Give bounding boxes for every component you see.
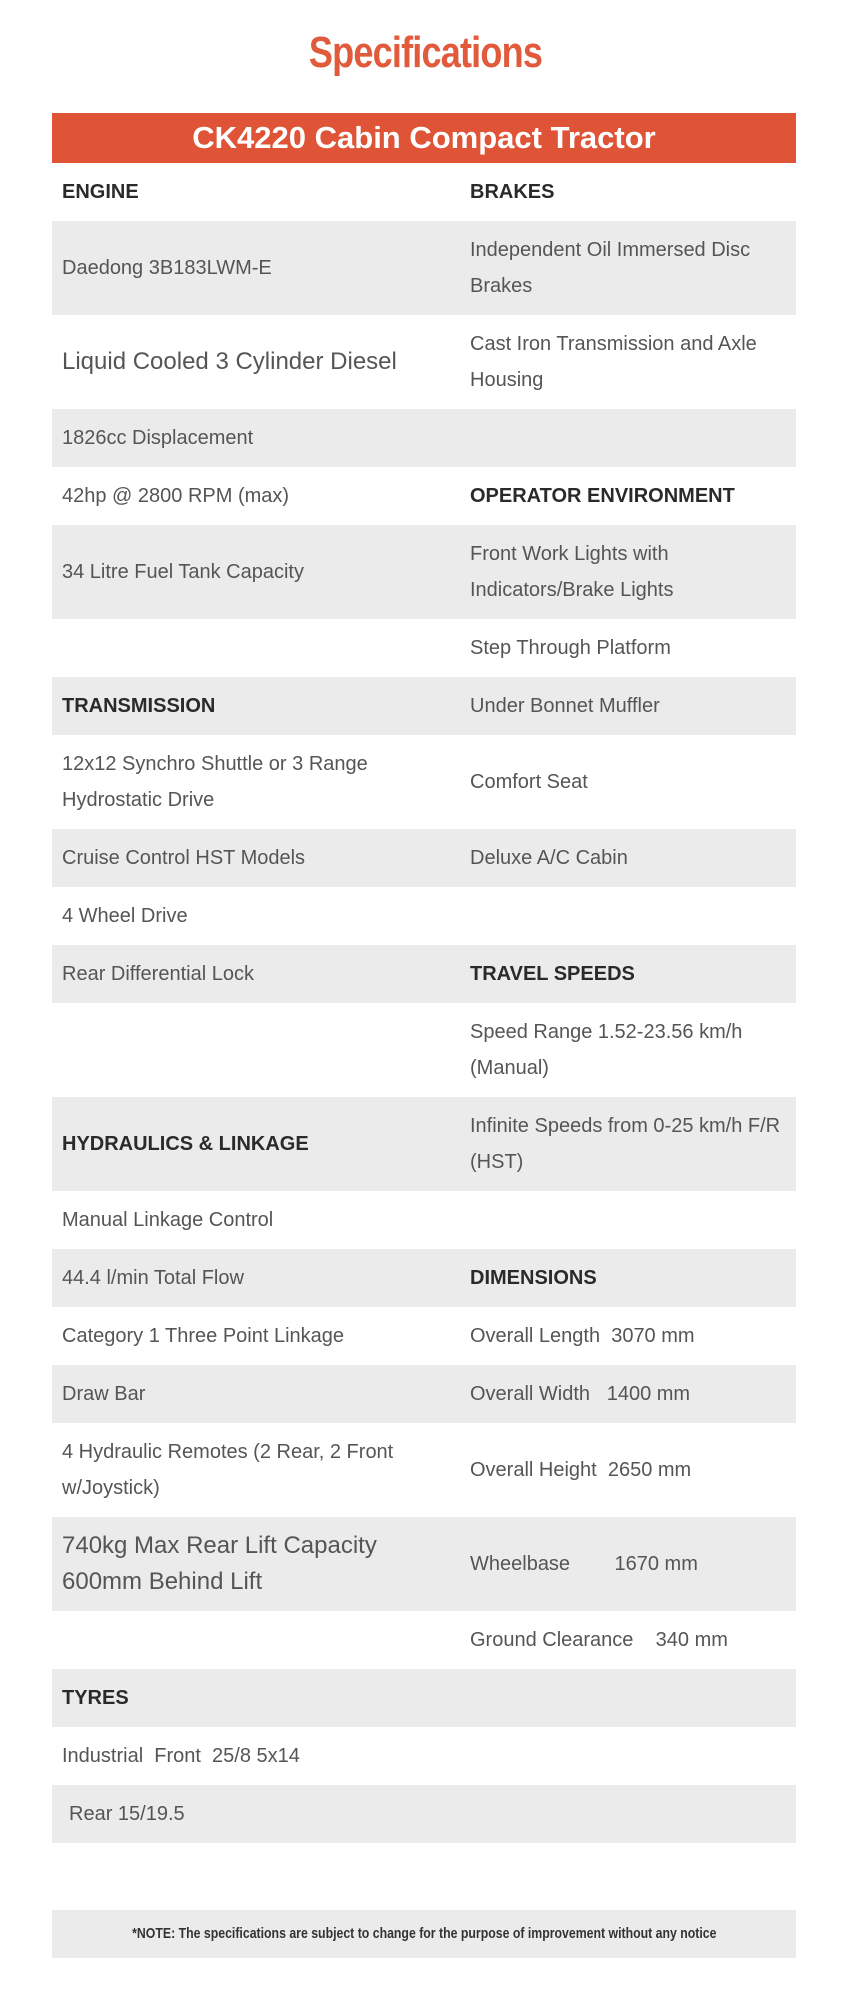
table-row [52, 221, 796, 315]
spec-cell: Manual Linkage Control [62, 1209, 274, 1231]
table-row [52, 1423, 796, 1517]
spec-cell: Comfort Seat [470, 771, 588, 793]
table-row [52, 163, 796, 221]
section-heading-tyres: TYRES [52, 1669, 460, 1727]
spec-cell [460, 1727, 796, 1785]
spec-cell: Ground Clearance 340 mm [470, 1629, 728, 1651]
table-row [52, 945, 796, 1003]
table-row [52, 1003, 796, 1097]
spec-cell [460, 409, 796, 467]
table-row [52, 315, 796, 409]
spec-cell: 44.4 l/min Total Flow [52, 1249, 460, 1307]
spec-cell [460, 1785, 796, 1843]
spec-cell: Draw Bar [52, 1365, 460, 1423]
table-row [52, 1365, 796, 1423]
section-heading-travel-speeds: TRAVEL SPEEDS [460, 945, 796, 1003]
table-row [52, 1097, 796, 1191]
spec-cell: 4 Hydraulic Remotes (2 Rear, 2 Front w/Joystick) [62, 1441, 394, 1499]
spec-cell: 12x12 Synchro Shuttle or 3 Range Hydrostatic Drive [62, 753, 368, 811]
spec-cell [460, 1191, 796, 1249]
table-row [52, 467, 796, 525]
table-row [52, 619, 796, 677]
table-row [52, 525, 796, 619]
section-heading-dimensions: DIMENSIONS [460, 1249, 796, 1307]
spec-cell: Daedong 3B183LWM-E [52, 221, 460, 315]
table-row [52, 1307, 796, 1365]
table-row [52, 1611, 796, 1669]
spec-cell: Rear 15/19.5 [52, 1785, 460, 1843]
table-row [52, 1669, 796, 1727]
spec-cell: Independent Oil Immersed Disc Brakes [460, 221, 796, 315]
spec-cell [52, 619, 460, 677]
spec-cell [460, 887, 796, 945]
disclaimer-text: *NOTE: The specifications are subject to change for the purpose of improvement without any notice [131, 1925, 717, 1942]
section-heading-hydraulics-linkage: HYDRAULICS & LINKAGE [52, 1097, 460, 1191]
spec-cell [52, 1003, 460, 1097]
section-heading-brakes: BRAKES [470, 181, 555, 203]
spec-cell: Overall Width 1400 mm [460, 1365, 796, 1423]
spec-cell: Overall Length 3070 mm [470, 1325, 695, 1347]
spec-cell: Cast Iron Transmission and Axle Housing [470, 333, 757, 391]
spec-cell: Infinite Speeds from 0-25 km/h F/R (HST) [460, 1097, 796, 1191]
table-row [52, 677, 796, 735]
spec-cell: Speed Range 1.52-23.56 km/h (Manual) [470, 1021, 743, 1079]
spec-cell: 740kg Max Rear Lift Capacity 600mm Behind Lift [52, 1517, 460, 1611]
spec-cell: 1826cc Displacement [52, 409, 460, 467]
table-row [52, 1191, 796, 1249]
spec-cell: Rear Differential Lock [52, 945, 460, 1003]
spec-cell: Overall Height 2650 mm [470, 1459, 692, 1481]
table-row [52, 1785, 796, 1843]
spec-cell: Under Bonnet Muffler [460, 677, 796, 735]
spec-cell [52, 1611, 460, 1669]
table-row [52, 1249, 796, 1307]
specifications-table [52, 163, 796, 1843]
spec-cell: 4 Wheel Drive [62, 905, 188, 927]
table-row [52, 829, 796, 887]
spec-cell: Deluxe A/C Cabin [460, 829, 796, 887]
table-row [52, 409, 796, 467]
spec-cell: 34 Litre Fuel Tank Capacity [52, 525, 460, 619]
table-row [52, 887, 796, 945]
spec-cell: Industrial Front 25/8 5x14 [62, 1745, 300, 1767]
table-row [52, 1727, 796, 1785]
spec-cell: 42hp @ 2800 RPM (max) [62, 485, 290, 507]
page-title: Specifications [308, 28, 543, 77]
spec-cell [460, 1669, 796, 1727]
spec-cell: Liquid Cooled 3 Cylinder Diesel [62, 348, 397, 375]
spec-cell: Wheelbase 1670 mm [460, 1517, 796, 1611]
table-row [52, 1517, 796, 1611]
disclaimer-note [52, 1910, 796, 1958]
section-heading-transmission: TRANSMISSION [52, 677, 460, 735]
spec-cell: Cruise Control HST Models [52, 829, 460, 887]
spec-cell: Step Through Platform [470, 637, 671, 659]
section-heading-operator-environment: OPERATOR ENVIRONMENT [470, 485, 735, 507]
table-row [52, 735, 796, 829]
product-title-banner: CK4220 Cabin Compact Tractor [52, 113, 796, 163]
section-heading-engine: ENGINE [62, 181, 139, 203]
spec-cell: Front Work Lights with Indicators/Brake Lights [460, 525, 796, 619]
spec-cell: Category 1 Three Point Linkage [62, 1325, 345, 1347]
